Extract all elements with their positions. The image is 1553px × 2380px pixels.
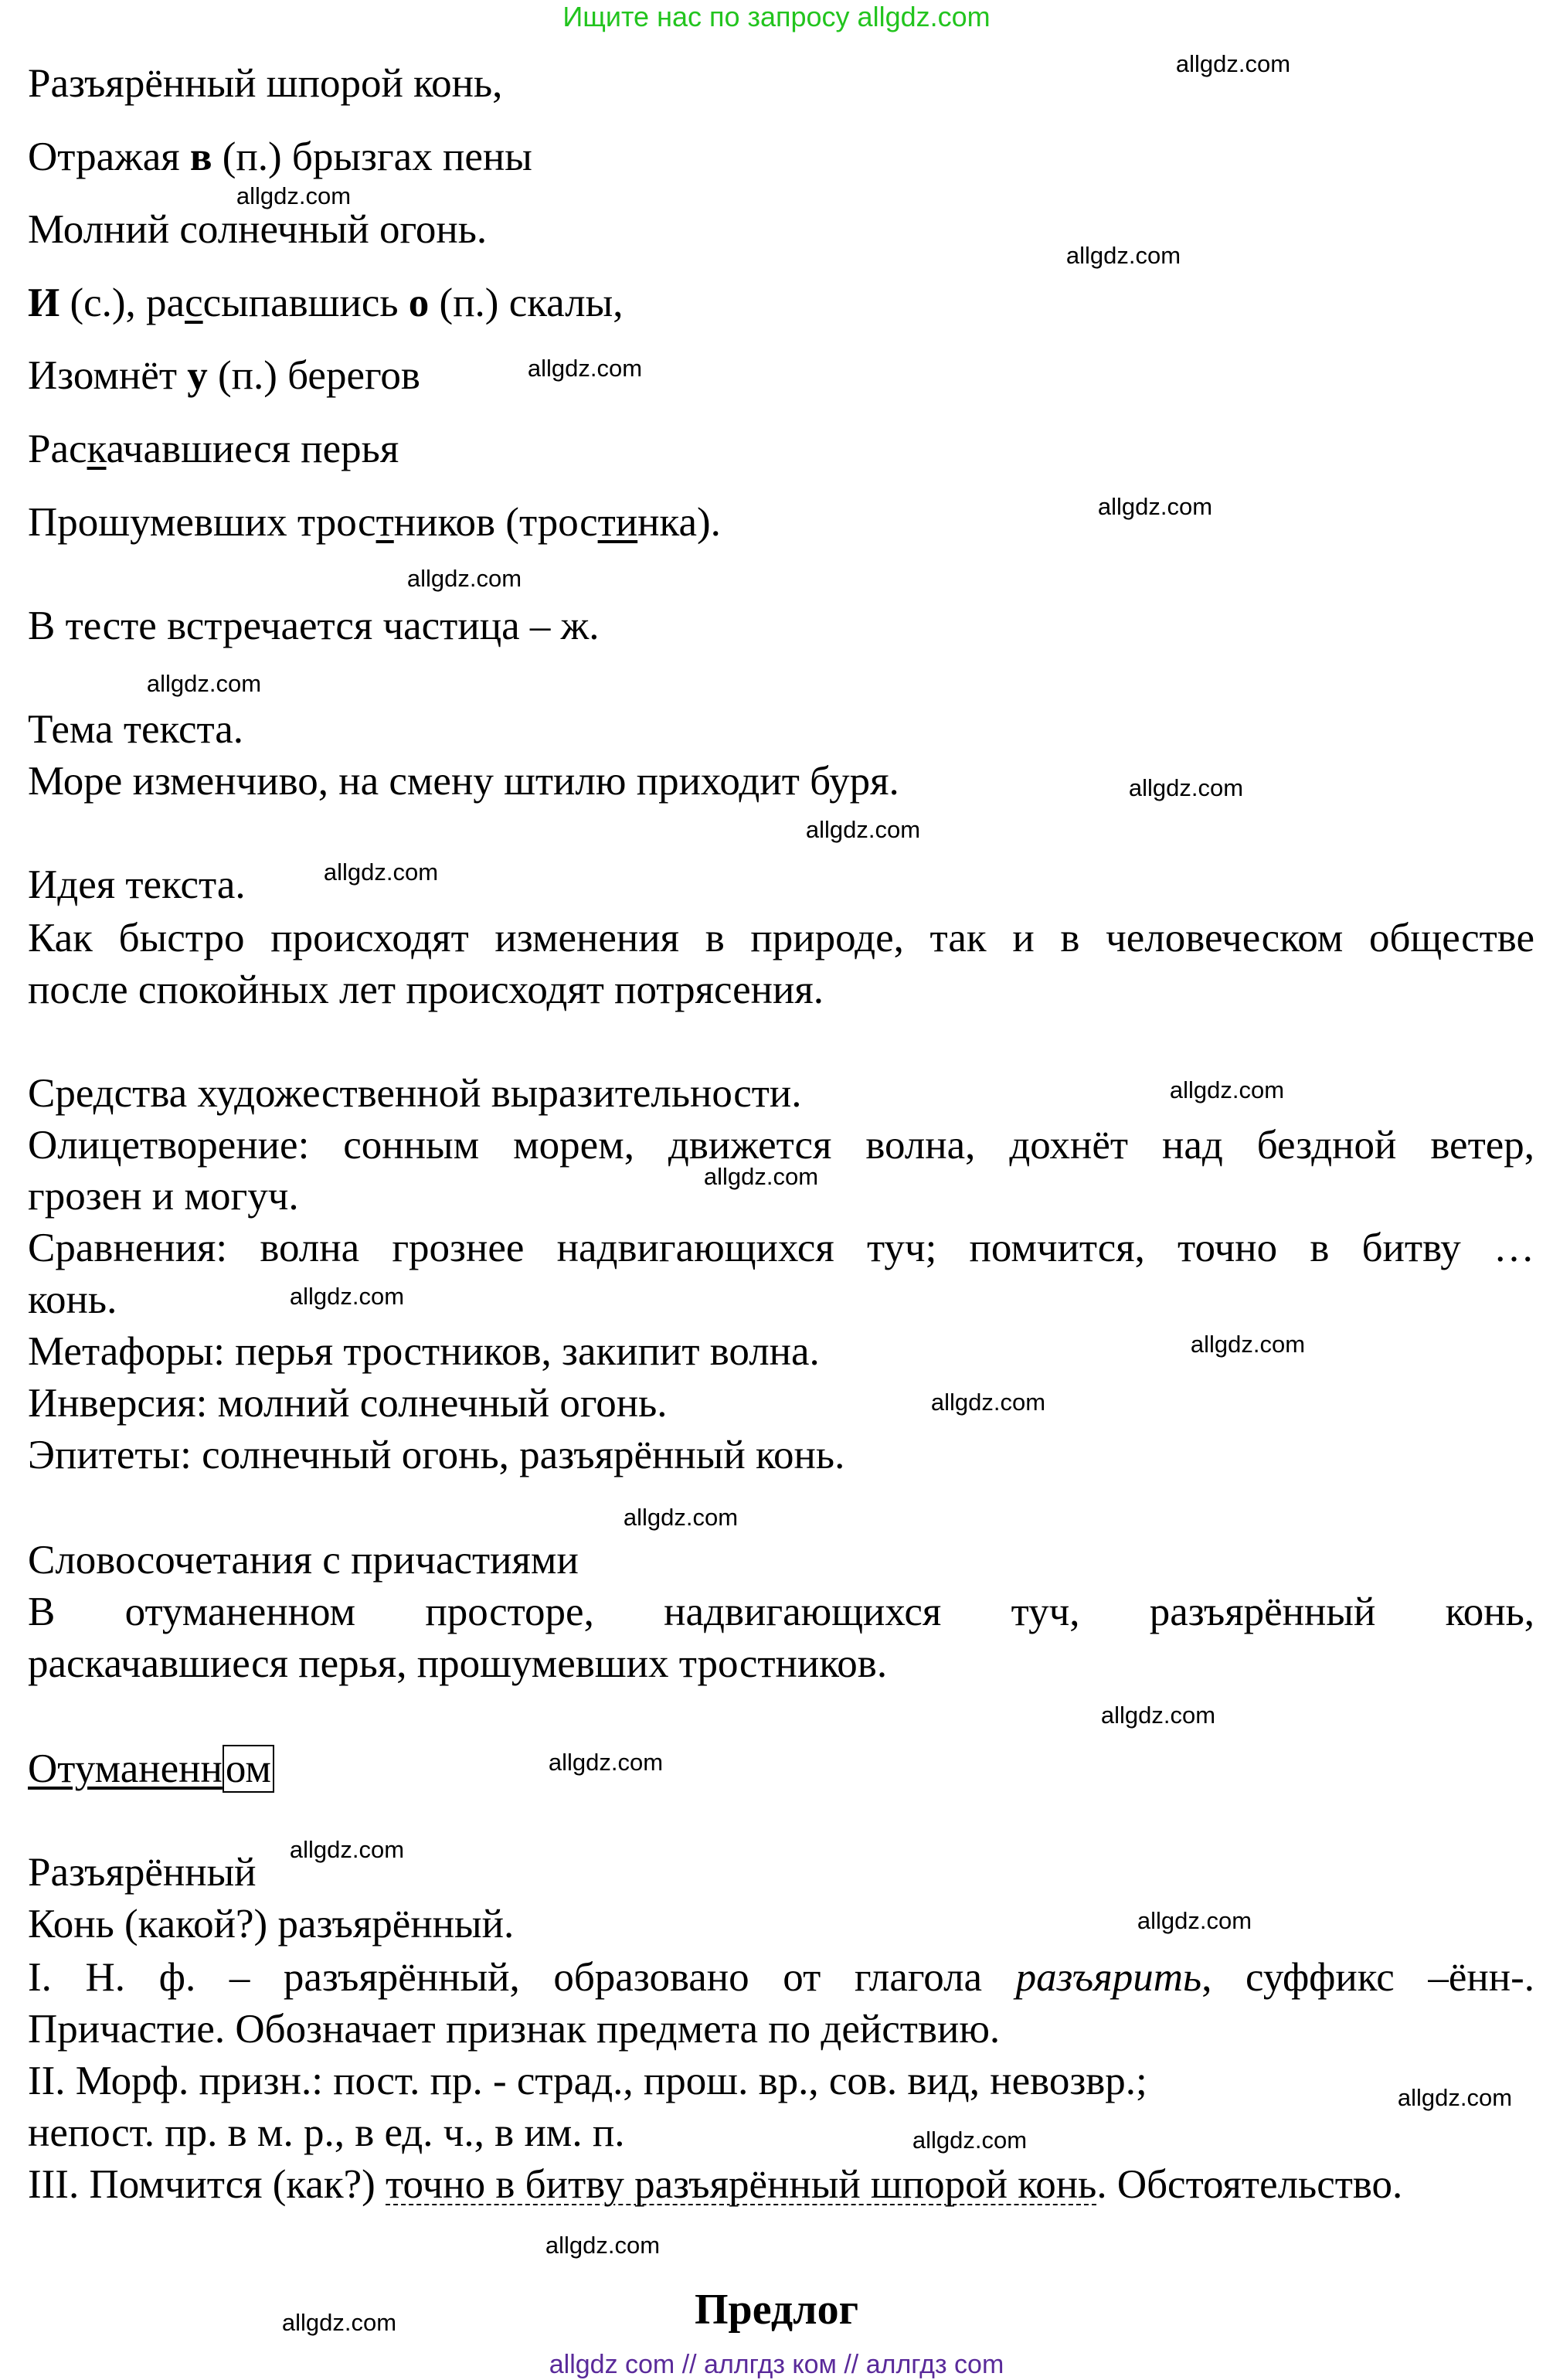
watermark: allgdz.com: [1169, 1076, 1285, 1103]
text-segment: Причастие. Обозначает признак предмета по действию.: [28, 2007, 1001, 2052]
text-segment: Сравнения: волна грознее надвигающихся туч; помчится, точно в битву …: [28, 1226, 1534, 1270]
text-line: [28, 965, 824, 1015]
watermark: allgdz.com: [1397, 2084, 1513, 2111]
text-line: [28, 132, 532, 182]
text-segment: Средства художественной выразительности.: [28, 1071, 802, 1116]
watermark: allgdz.com: [548, 1749, 664, 1776]
text-segment: Конь (какой?) разъярённый.: [28, 1902, 515, 1946]
text-segment: ом: [223, 1745, 274, 1793]
text-segment: Словосочетания с причастиями: [28, 1538, 579, 1583]
text-segment: III. Помчится (как?): [28, 2162, 386, 2207]
watermark: allgdz.com: [281, 2309, 397, 2336]
text-segment: (п.) берегов: [207, 353, 420, 398]
search-banner: Ищите нас по запросу allgdz.com: [562, 1, 991, 32]
text-segment: ачавшиеся перья: [106, 427, 399, 471]
text-segment: Идея текста.: [28, 862, 246, 907]
text-line: [28, 1587, 1534, 1637]
text-segment: Прошумевших трос: [28, 500, 376, 545]
text-segment: Эпитеты: солнечный огонь, разъярённый конь.: [28, 1433, 845, 1477]
text-line: [28, 1327, 820, 1376]
watermark: allgdz.com: [1137, 1907, 1252, 1934]
text-segment: сыпавшись: [202, 280, 409, 325]
text-segment: Разъярённый: [28, 1850, 257, 1895]
text-segment: Отражая: [28, 134, 190, 179]
text-segment: Метафоры: перья тростников, закипит волна.: [28, 1329, 820, 1374]
text-segment: , суффикс –ённ-.: [1201, 1955, 1534, 2000]
text-line: [28, 1171, 299, 1221]
watermark: allgdz.com: [527, 355, 643, 382]
text-segment: Как быстро происходят изменения в природе, так и в человеческом обществе: [28, 916, 1534, 960]
text-line: [28, 351, 420, 400]
text-segment: непост. пр. в м. р., в ед. ч., в им. п.: [28, 2110, 625, 2155]
text-line: [28, 59, 502, 108]
text-segment: Тема текста.: [28, 707, 244, 752]
watermark: allgdz.com: [1100, 1702, 1216, 1729]
text-segment: раскачавшиеся перья, прошумевших тростников.: [28, 1641, 888, 1686]
watermark: allgdz.com: [1175, 50, 1291, 77]
text-segment: точно в битву разъярённый шпорой конь: [386, 2162, 1097, 2207]
text-line: [28, 1535, 579, 1585]
text-line: [28, 2108, 624, 2157]
text-line: [28, 278, 623, 328]
text-segment: В отуманенном просторе, надвигающихся туч, разъярённый конь,: [28, 1590, 1534, 1634]
watermark: allgdz.com: [236, 182, 352, 209]
text-segment: I. Н. ф. – разъярённый, образовано от глагола: [28, 1955, 1016, 2000]
text-line: [28, 1639, 887, 1688]
text-segment: Изомнёт: [28, 353, 188, 398]
watermark: allgdz.com: [1128, 774, 1244, 801]
text-segment: (п.) брызгах пены: [212, 134, 532, 179]
text-line: [28, 1275, 117, 1324]
watermark: allgdz.com: [289, 1283, 405, 1310]
watermark: allgdz.com: [912, 2127, 1028, 2154]
text-line: [28, 205, 487, 254]
text-segment: у: [187, 353, 208, 398]
text-segment: . Обстоятельство.: [1096, 2162, 1403, 2207]
text-segment: Отуманенн: [28, 1746, 223, 1791]
watermark: allgdz.com: [930, 1389, 1046, 1416]
text-segment: Море изменчиво, на смену штилю приходит буря.: [28, 759, 899, 804]
text-line: [28, 601, 599, 651]
watermark: allgdz.com: [289, 1836, 405, 1863]
watermark: allgdz.com: [805, 816, 921, 843]
text-segment: II. Морф. призн.: пост. пр. - страд., прош. вр., сов. вид, невозвр.;: [28, 2059, 1147, 2103]
text-line: [28, 1430, 844, 1480]
text-segment: к: [87, 427, 107, 471]
text-line: [28, 1899, 514, 1949]
text-line: [28, 424, 399, 474]
text-segment: грозен и могуч.: [28, 1174, 299, 1219]
text-line: [28, 913, 1534, 963]
text-segment: о: [408, 280, 430, 325]
text-segment: нка).: [637, 500, 721, 545]
text-segment: Разъярённый шпорой конь,: [28, 61, 503, 106]
text-segment: после спокойных лет происходят потрясения.: [28, 967, 824, 1012]
footer-watermark: allgdz com // аллгдз ком // аллгдз com: [549, 2350, 1004, 2379]
text-segment: Рас: [28, 427, 87, 471]
text-segment: ников (трос: [393, 500, 598, 545]
section-heading: [0, 2285, 1553, 2334]
text-line: [28, 1953, 1534, 2002]
watermark: allgdz.com: [1065, 242, 1181, 269]
text-line: [28, 498, 721, 547]
text-segment: Предлог: [695, 2286, 858, 2334]
watermark: allgdz.com: [703, 1163, 819, 1190]
text-line: [28, 1223, 1534, 1273]
text-line: [28, 756, 899, 806]
text-line: [28, 1744, 274, 1794]
text-line: [28, 2056, 1147, 2106]
text-segment: И: [28, 280, 60, 325]
text-segment: конь.: [28, 1277, 117, 1322]
watermark: allgdz.com: [1097, 493, 1213, 520]
watermark: allgdz.com: [545, 2232, 661, 2259]
watermark: allgdz.com: [406, 565, 522, 592]
watermark: allgdz.com: [323, 858, 439, 886]
text-segment: Инверсия: молний солнечный огонь.: [28, 1381, 668, 1426]
watermark: allgdz.com: [623, 1504, 739, 1531]
text-segment: ти: [597, 500, 638, 545]
text-segment: В тесте встречается частица – ж.: [28, 604, 600, 648]
text-segment: разъярить: [1015, 1955, 1202, 2000]
text-segment: Олицетворение: сонным морем, движется волна, дохнёт над бездной ветер,: [28, 1123, 1534, 1168]
watermark: allgdz.com: [146, 670, 262, 697]
text-line: [28, 1848, 257, 1897]
text-segment: (с.), ра: [59, 280, 185, 325]
text-line: [28, 1379, 668, 1428]
text-line: [28, 2004, 1000, 2054]
watermark: allgdz.com: [1190, 1331, 1306, 1358]
text-line: [28, 2160, 1402, 2209]
text-segment: с: [185, 280, 203, 325]
text-segment: т: [376, 500, 394, 545]
text-segment: Молний солнечный огонь.: [28, 207, 488, 252]
text-line: [28, 705, 243, 754]
text-line: [28, 1069, 802, 1118]
text-segment: (п.) скалы,: [429, 280, 624, 325]
text-line: [28, 860, 246, 910]
text-segment: в: [189, 134, 212, 179]
